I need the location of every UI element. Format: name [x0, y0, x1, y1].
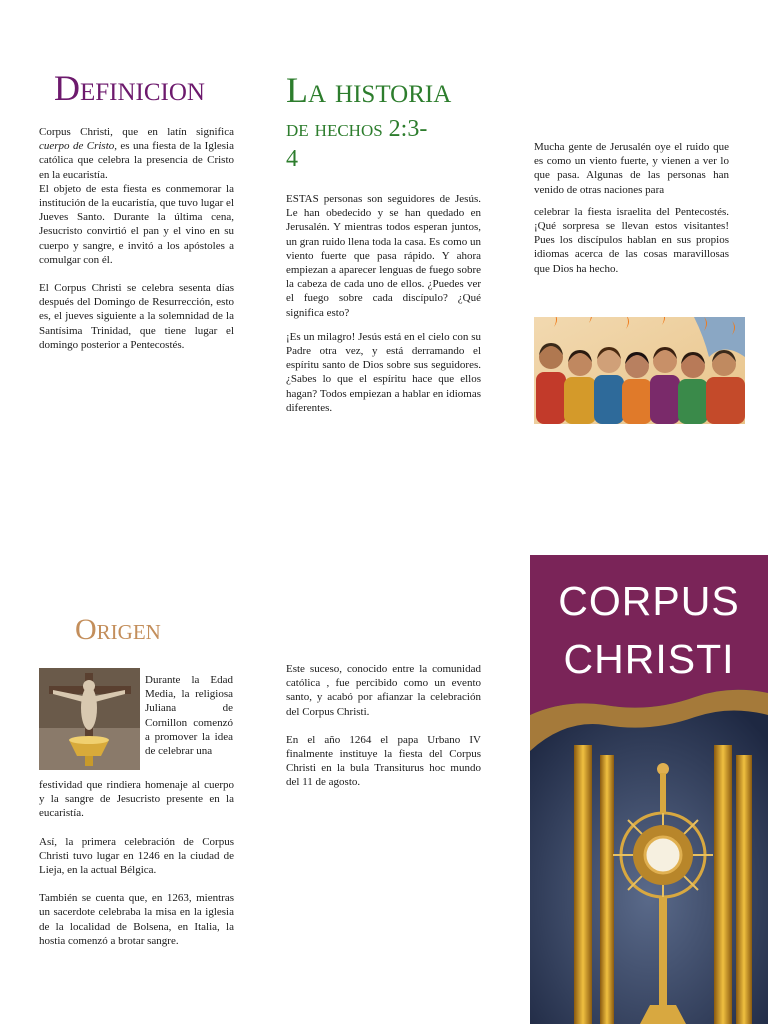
historia-heading-line-1: La historia	[286, 70, 452, 110]
origen-paragraph-2: Así, la primera celebración de Corpus Christi tuvo lugar en 1246 en la ciudad de Lieja, en la actual Bélgica.	[39, 835, 234, 877]
historia-paragraph-1: ESTAS personas son seguidores de Jesús. Le han obedecido y se han quedado en Jerusalén. Y mientras todos esperan juntos, un gran ruido llena toda la casa. Es como un viento fuerte que pasa rápido. Y ahora empiezan a aparecer lenguas de fuego sobre la cabeza de cada uno de ellos. ¿Puedes ver el fuego sobre cada discípulo? ¿Qué significa esto?	[286, 193, 481, 319]
origen-body	[39, 778, 234, 948]
cover-panel	[530, 555, 768, 1024]
suceso-paragraph-2: En el año 1264 el papa Urbano IV finalmente instituye la fiesta del Corpus Christi en la bula Transiturus hoc mundo del 11 de agosto.	[286, 733, 481, 789]
historia-body	[286, 192, 481, 415]
origen-heading: Origen	[75, 613, 161, 646]
pentecost-illustration	[534, 317, 745, 424]
cover-title-line-2: CHRISTI	[563, 636, 735, 682]
historia-paragraph-2: ¡Es un milagro! Jesús está en el cielo con su Padre otra vez, y está derramando el espíritu santo de Dios sobre sus seguidores. ¿Sabes lo que el espíritu hace que ellos hagan? Todos empiezan a hablar en idiomas diferentes.	[286, 330, 481, 414]
origen-paragraph-1: festividad que rindiera homenaje al cuerpo y la sangre de Jesucristo presente en la eucaristía.	[39, 779, 234, 820]
origen-wrap-text: Durante la Edad Media, la religiosa Juliana de Cornillon comenzó a promover la idea de celebrar una	[145, 674, 233, 758]
historia-heading-line-3: 4	[286, 146, 298, 172]
suceso-body	[286, 662, 481, 790]
cover-title	[530, 575, 768, 685]
definicion-paragraph-2: El objeto de esta fiesta es conmemorar la institución de la eucaristía, que tuvo lugar el Jueves Santo. Durante la última cena, Jesucristo convirtió el pan y el vino en su cuerpo y sangre, e invitó a los apóstoles a comulgar con él.	[39, 182, 234, 266]
historia-heading-line-2: de hechos 2:3-	[286, 116, 428, 142]
suceso-paragraph-1: Este suceso, conocido entre la comunidad católica , fue percibido como un evento santo, y acabó por afianzar la celebración del Corpus Christi.	[286, 663, 481, 718]
origen-paragraph-3: También se cuenta que, en 1263, mientras un sacerdote celebraba la misa en la iglesia de la localidad de Bolsena, en Italia, la hostia comenzó a brotar sangre.	[39, 892, 234, 947]
definicion-paragraph-1: Corpus Christi, que en latín significa cuerpo de Cristo, es una fiesta de la Iglesia católica que celebra la presencia de Cristo en la eucaristía.	[39, 126, 234, 181]
historia-heading	[286, 70, 486, 174]
crucifix-image	[39, 668, 140, 770]
pentecost-paragraph-1: Mucha gente de Jerusalén oye el ruido que es como un viento fuerte, y vienen a ver lo que pasa. Algunas de las personas han venido de otras naciones para	[534, 141, 729, 196]
pentecost-body	[534, 140, 729, 276]
pentecost-paragraph-2: celebrar la fiesta israelita del Pentecostés. ¡Qué sorpresa se llevan estos visitantes! Pues los discípulos hablan en sus propios idiomas acerca de las cosas maravillosas que Dios ha hecho.	[534, 205, 729, 275]
definicion-body	[39, 125, 234, 352]
definicion-paragraph-3: El Corpus Christi se celebra sesenta días después del Domingo de Resurrección, esto es, el jueves siguiente a la solemnidad de la Santísima Trinidad, que tiene lugar el domingo posterior a Pentecostés.	[39, 282, 234, 351]
definicion-heading: Definicion	[54, 68, 205, 108]
cover-title-line-1: CORPUS	[558, 578, 740, 624]
